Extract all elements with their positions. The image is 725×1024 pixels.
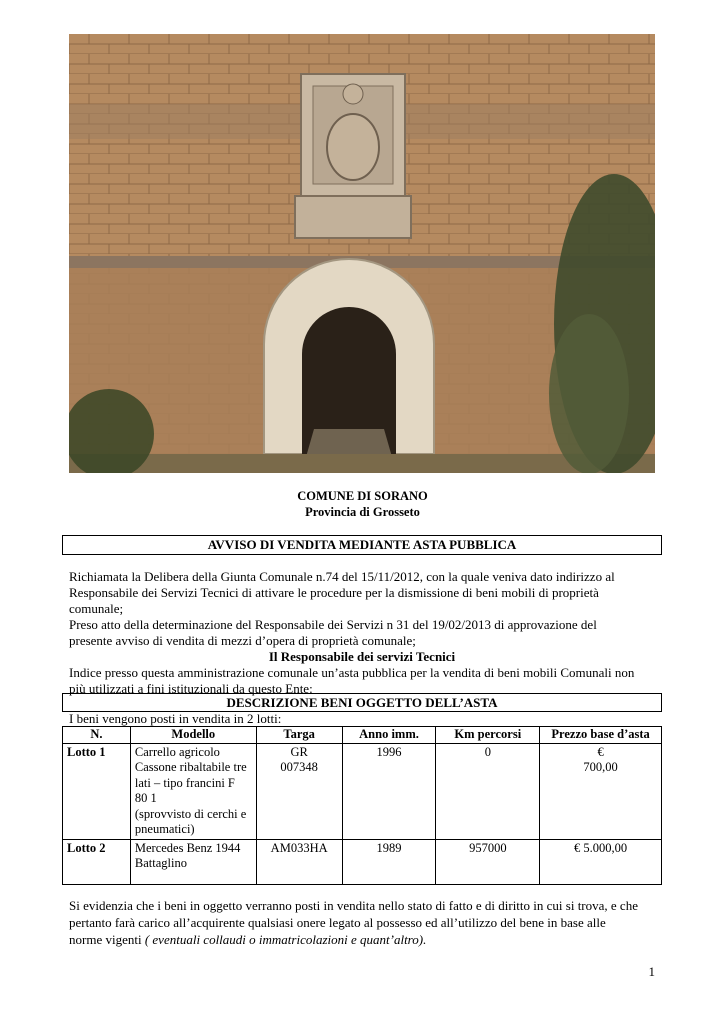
lot-year: 1989 xyxy=(342,839,436,884)
lot-plate-line: 007348 xyxy=(280,760,318,774)
col-header-prezzo: Prezzo base d’asta xyxy=(540,727,662,744)
intro-line: presente avviso di vendita di mezzi d’opera di proprietà comunale; xyxy=(69,633,416,648)
intro-line: più utilizzati a fini istituzionali da questo Ente: xyxy=(69,681,313,696)
intro-line: Preso atto della determinazione del Responsabile dei Servizi n 31 del 19/02/2013 di approvazione del xyxy=(69,617,597,632)
lot-plate xyxy=(256,743,342,839)
lot-year: 1996 xyxy=(342,743,436,839)
closing-line: Si evidenzia che i beni in oggetto verranno posti in vendita nello stato di fatto e di diritto in cui si trova, e che xyxy=(69,898,638,913)
lot-plate-line: GR xyxy=(290,744,308,759)
closing-paragraph xyxy=(69,897,655,948)
responsabile-heading: Il Responsabile dei servizi Tecnici xyxy=(268,649,456,664)
lot-model xyxy=(130,839,256,884)
lot-model-line: Battaglino xyxy=(134,856,187,870)
lot-model-line: pneumatici) xyxy=(134,822,195,836)
intro-paragraph xyxy=(69,569,655,697)
col-header-modello: Modello xyxy=(130,727,256,744)
lot-model-line: 80 1 xyxy=(134,791,157,805)
lot-model-line: Cassone ribaltabile tre xyxy=(134,760,247,774)
col-header-targa: Targa xyxy=(256,727,342,744)
intro-line: comunale; xyxy=(69,601,124,616)
closing-italic-note: ( eventuali collaudi o immatricolazioni e quant’altro). xyxy=(144,932,427,947)
castle-gate-photo xyxy=(69,34,655,473)
notice-title: AVVISO DI VENDITA MEDIANTE ASTA PUBBLICA xyxy=(62,535,662,555)
col-header-km: Km percorsi xyxy=(436,727,540,744)
section-title: DESCRIZIONE BENI OGGETTO DELL’ASTA xyxy=(62,693,662,712)
lot-model xyxy=(130,743,256,839)
col-header-anno: Anno imm. xyxy=(342,727,436,744)
lot-model-line: Mercedes Benz 1944 xyxy=(134,840,241,855)
intro-line: Richiamata la Delibera della Giunta Comunale n.74 del 15/11/2012, con la quale veniva dato indirizzo al xyxy=(69,569,615,584)
lot-number: Lotto 1 xyxy=(63,743,131,839)
page-number: 1 xyxy=(648,964,655,979)
table-row xyxy=(63,839,662,884)
lot-number: Lotto 2 xyxy=(63,839,131,884)
closing-line xyxy=(69,931,655,948)
table-row xyxy=(63,743,662,839)
lots-table xyxy=(62,726,662,885)
table-header-row xyxy=(63,727,662,744)
lot-price-line: € xyxy=(597,744,604,759)
lot-plate: AM033HA xyxy=(256,839,342,884)
comune-name: COMUNE DI SORANO xyxy=(297,489,428,503)
lot-model-line: lati – tipo francini F xyxy=(134,775,235,790)
lot-price-line: 700,00 xyxy=(583,760,618,774)
intro-line: Responsabile dei Servizi Tecnici di attivare le procedure per la dismissione di beni mobili di proprietà xyxy=(69,585,599,600)
col-header-n: N. xyxy=(63,727,131,744)
intro-line: Indice presso questa amministrazione comunale un’asta pubblica per la vendita di beni mobili Comunali non xyxy=(69,665,635,680)
lot-km: 0 xyxy=(436,743,540,839)
closing-line: pertanto farà carico all’acquirente qualsiasi onere legato al possesso ed all’utilizzo del bene in base alle xyxy=(69,915,606,930)
lot-price: € 5.000,00 xyxy=(540,839,662,884)
lot-price xyxy=(540,743,662,839)
castle-gate-illustration xyxy=(69,34,655,473)
lot-model-line: (sprovvisto di cerchi e xyxy=(134,806,247,821)
lot-model-line: Carrello agricolo xyxy=(134,744,220,759)
lot-km: 957000 xyxy=(436,839,540,884)
closing-plain: norme vigenti xyxy=(69,932,142,947)
lots-intro: I beni vengono posti in vendita in 2 lotti: xyxy=(69,711,282,726)
provincia-name: Provincia di Grosseto xyxy=(305,505,420,519)
